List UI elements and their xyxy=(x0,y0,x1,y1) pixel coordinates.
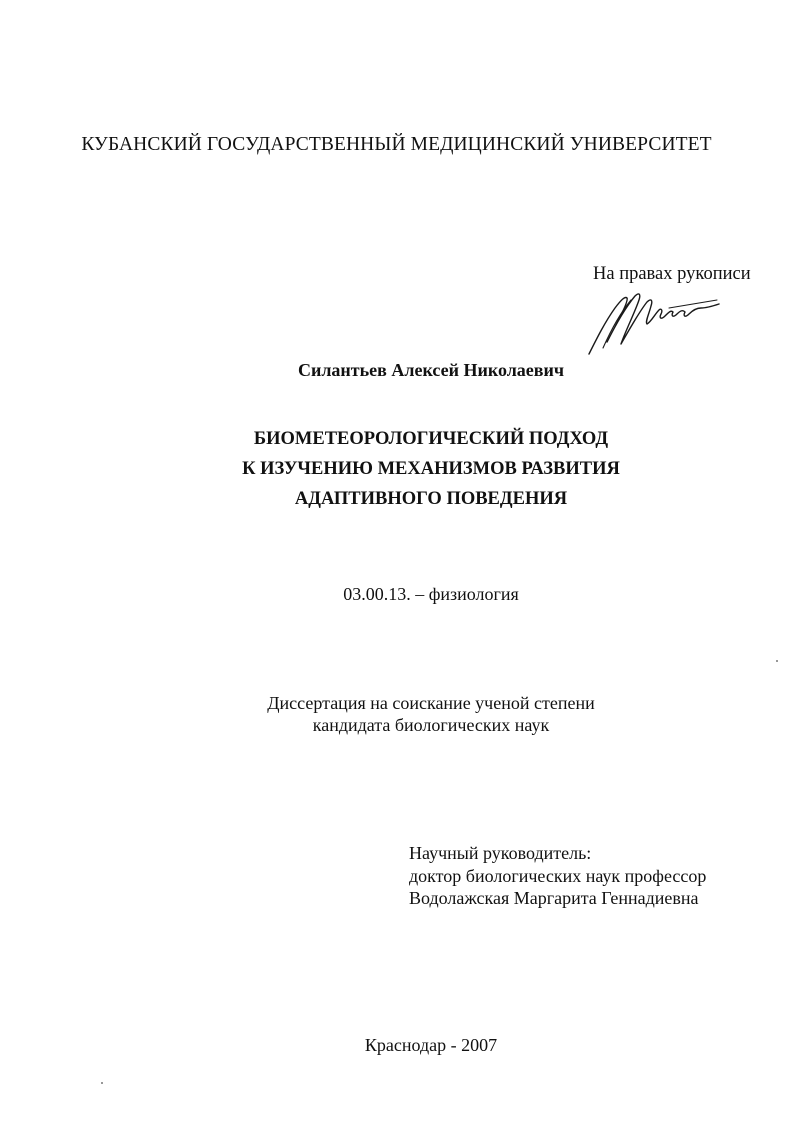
degree-line: Диссертация на соискание ученой степени xyxy=(267,693,595,713)
scan-speck xyxy=(776,660,778,662)
specialty-code: 03.00.13. – физиология xyxy=(343,584,519,604)
author-name: Силантьев Алексей Николаевич xyxy=(297,360,565,380)
supervisor-block xyxy=(409,842,706,910)
title-line: АДАПТИВНОГО ПОВЕДЕНИЯ xyxy=(294,489,568,509)
degree-line: кандидата биологических наук xyxy=(312,715,550,735)
title-line: К ИЗУЧЕНИЮ МЕХАНИЗМОВ РАЗВИТИЯ xyxy=(242,459,620,479)
city-year: Краснодар - 2007 xyxy=(364,1035,498,1055)
signature-icon xyxy=(585,286,725,358)
supervisor-name: Водолажская Маргарита Геннадиевна xyxy=(409,888,699,908)
manuscript-rights-note: На правах рукописи xyxy=(593,264,751,284)
university-name: КУБАНСКИЙ ГОСУДАРСТВЕННЫЙ МЕДИЦИНСКИЙ УНИВЕРСИТЕТ xyxy=(81,134,712,155)
title-line: БИОМЕТЕОРОЛОГИЧЕСКИЙ ПОДХОД xyxy=(253,429,609,449)
supervisor-degree: доктор биологических наук профессор xyxy=(409,865,707,886)
dissertation-title xyxy=(0,424,793,514)
scan-speck xyxy=(101,1082,103,1084)
degree-statement xyxy=(0,692,793,736)
supervisor-label: Научный руководитель: xyxy=(409,843,592,863)
